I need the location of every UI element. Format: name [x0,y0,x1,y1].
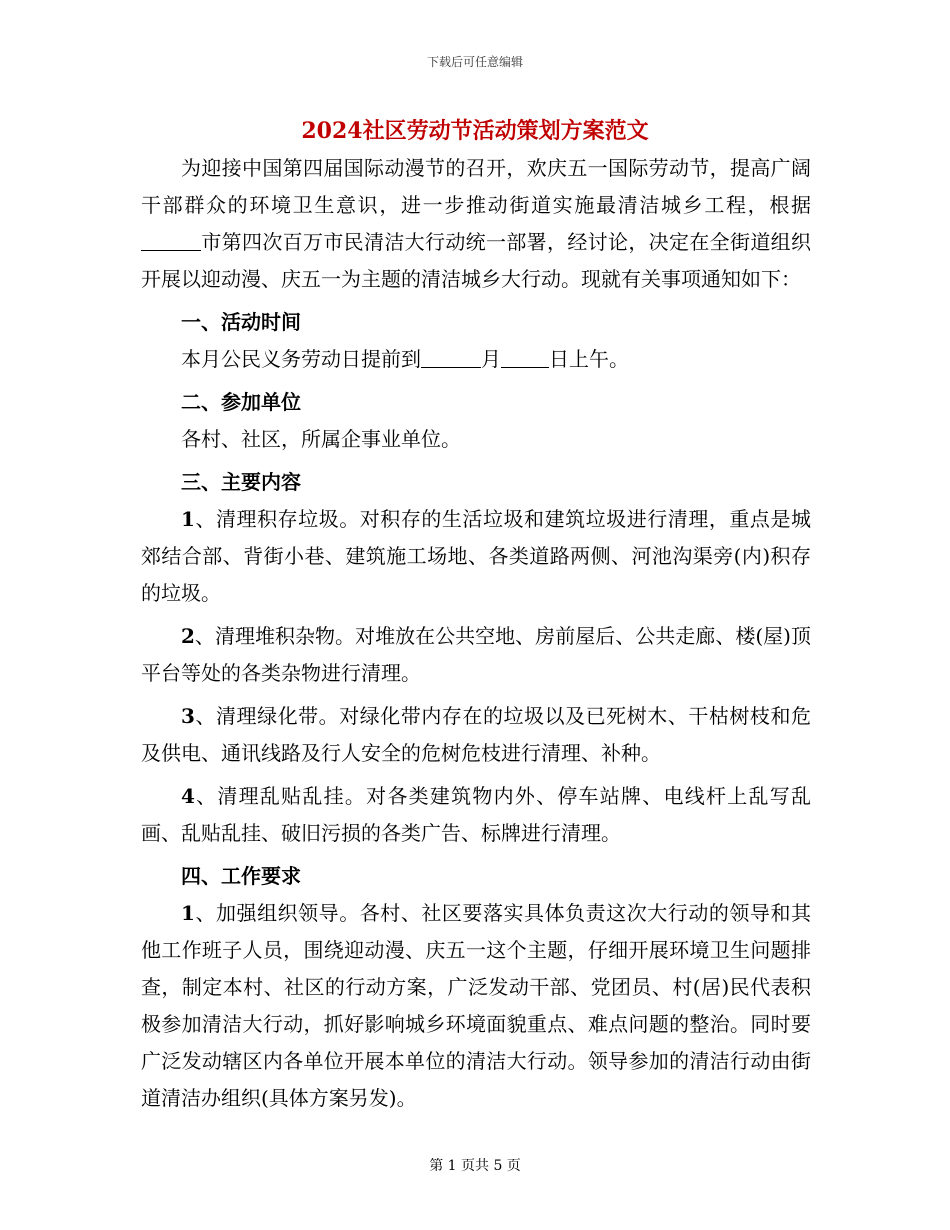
section-heading-work-requirements: 四、工作要求 [181,864,301,888]
day-blank-field [501,347,549,368]
section-heading-main-content: 三、主要内容 [181,470,301,494]
month-blank-field [421,347,481,368]
activity-time-text-part3: 日上午。 [549,347,629,371]
section-heading-participants: 二、参加单位 [181,390,301,414]
item-text: 、清理绿化带。对绿化带内存在的垃圾以及已死树木、干枯树枝和危及供电、通讯线路及行人安全的危树危枝进行清理、补种。 [141,704,811,765]
item-text: 、清理乱贴乱挂。对各类建筑物内外、停车站牌、电线杆上乱写乱画、乱贴乱挂、破旧污损的各类广告、标牌进行清理。 [141,784,811,845]
item-text: 、加强组织领导。各村、社区要落实具体负责这次大行动的领导和其他工作班子人员，围绕迎动漫、庆五一这个主题，仔细开展环境卫生问题排查，制定本村、社区的行动方案，广泛发动干部、党团员、村(居)民代表积极参加清洁大行动，抓好影响城乡环境面貌重点、难点问题的整治。同时要广泛发动辖区内各单位开展本单位的清洁大行动。领导参加的清洁行动由街道清洁办组织(具体方案另发)。 [141,901,811,1110]
city-blank-field [141,230,201,251]
item-number: 4 [181,784,195,808]
page-number-footer: 第 1 页共 5 页 [429,1158,521,1174]
document-title: 2024社区劳动节活动策划方案范文 [301,118,649,144]
activity-time-text-part2: 月 [481,347,501,371]
requirement-item-1 [141,895,811,1117]
content-item-3 [141,698,811,772]
participants-paragraph: 各村、社区，所属企事业单位。 [181,427,461,451]
content-item-2 [141,618,811,692]
content-item-1 [141,501,811,612]
item-number: 1 [181,507,195,531]
page-header-note: 下载后可任意编辑 [426,55,523,69]
item-number: 2 [181,624,195,648]
intro-text-part1: 为迎接中国第四届国际动漫节的召开，欢庆五一国际劳动节，提高广阔干部群众的环境卫生意识，进一步推动街道实施最清洁城乡工程，根据 [141,156,811,217]
section-heading-activity-time: 一、活动时间 [181,310,301,334]
activity-time-text-part1: 本月公民义务劳动日提前到 [181,347,421,371]
item-number: 3 [181,704,195,728]
item-number: 1 [181,901,195,925]
item-text: 、清理积存垃圾。对积存的生活垃圾和建筑垃圾进行清理，重点是城郊结合部、背街小巷、建筑施工场地、各类道路两侧、河池沟渠旁(内)积存的垃圾。 [141,507,811,605]
intro-paragraph [141,150,811,298]
activity-time-paragraph [141,341,811,378]
content-item-4 [141,778,811,852]
intro-text-part2: 市第四次百万市民清洁大行动统一部署，经讨论，决定在全街道组织开展以迎动漫、庆五一为主题的清洁城乡大行动。现就有关事项通知如下： [141,230,811,291]
document-body [141,150,811,1117]
item-text: 、清理堆积杂物。对堆放在公共空地、房前屋后、公共走廊、楼(屋)顶平台等处的各类杂物进行清理。 [141,624,811,685]
